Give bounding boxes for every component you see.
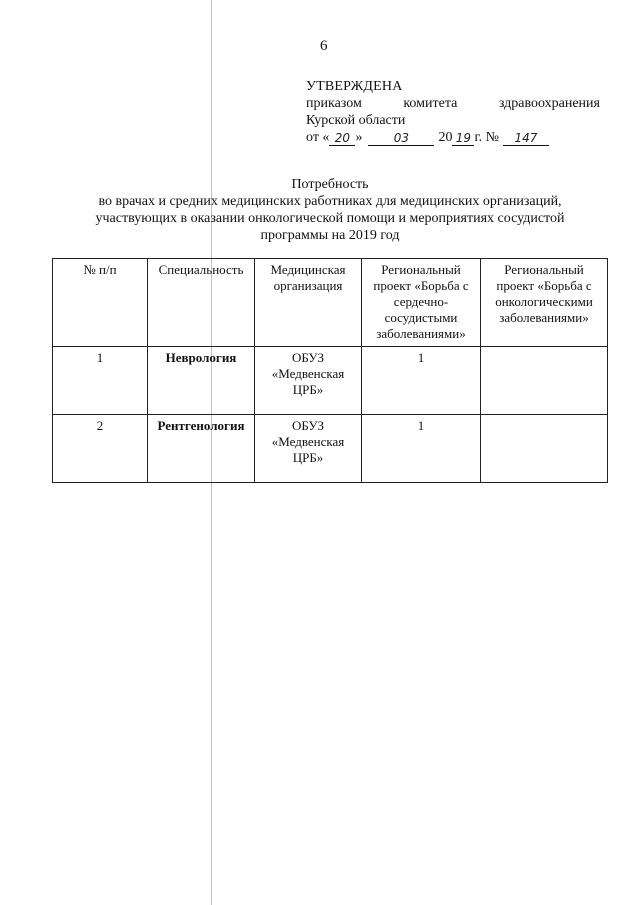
title-line: участвующих в оказании онкологической помощи и мероприятиях сосудистой (95, 211, 565, 226)
cell-cardio-project: 1 (362, 347, 481, 415)
approval-date-line (306, 129, 600, 146)
cell-organization: ОБУЗ «Медвенская ЦРБ» (255, 347, 362, 415)
cell-organization: ОБУЗ «Медвенская ЦРБ» (255, 415, 362, 483)
date-year-prefix: 20 (438, 130, 453, 145)
cell-onco-project (481, 415, 608, 483)
document-title (40, 176, 620, 244)
approval-order-word: приказом (306, 96, 362, 111)
date-month-field: 03 (368, 131, 434, 146)
cell-number: 2 (53, 415, 148, 483)
column-header-cardio-project: Региональный проект «Борьба с сердечно-сосудистыми заболеваниями» (362, 259, 481, 347)
cell-specialty: Рентгенология (148, 415, 255, 483)
needs-table (52, 258, 608, 483)
approval-heading: УТВЕРЖДЕНА (306, 79, 403, 94)
title-line: во врачах и средних медицинских работниках для медицинских организаций, (98, 194, 562, 209)
cell-specialty: Неврология (148, 347, 255, 415)
cell-number: 1 (53, 347, 148, 415)
date-close-quote: » (355, 130, 363, 145)
date-year-unit: г. № (474, 130, 499, 145)
column-header-onco-project: Региональный проект «Борьба с онкологическими заболеваниями» (481, 259, 608, 347)
title-line: программы на 2019 год (260, 228, 400, 243)
cell-cardio-project: 1 (362, 415, 481, 483)
table-row (53, 347, 608, 415)
column-header-number: № п/п (53, 259, 148, 347)
approval-order-word: комитета (403, 96, 458, 111)
date-prefix: от « (306, 130, 330, 145)
column-header-specialty: Специальность (148, 259, 255, 347)
approval-order-word: здравоохранения (498, 96, 600, 111)
approval-region: Курской области (306, 113, 406, 128)
page-number: 6 (320, 38, 328, 54)
table-header-row (53, 259, 608, 347)
date-day-field: 20 (329, 131, 355, 146)
table-row (53, 415, 608, 483)
approval-stamp (306, 78, 600, 146)
order-number-field: 147 (503, 131, 549, 146)
title-line: Потребность (291, 177, 369, 192)
column-header-organization: Медицинская организация (255, 259, 362, 347)
date-year-field: 19 (452, 131, 474, 146)
approval-order-line (306, 95, 600, 112)
cell-onco-project (481, 347, 608, 415)
